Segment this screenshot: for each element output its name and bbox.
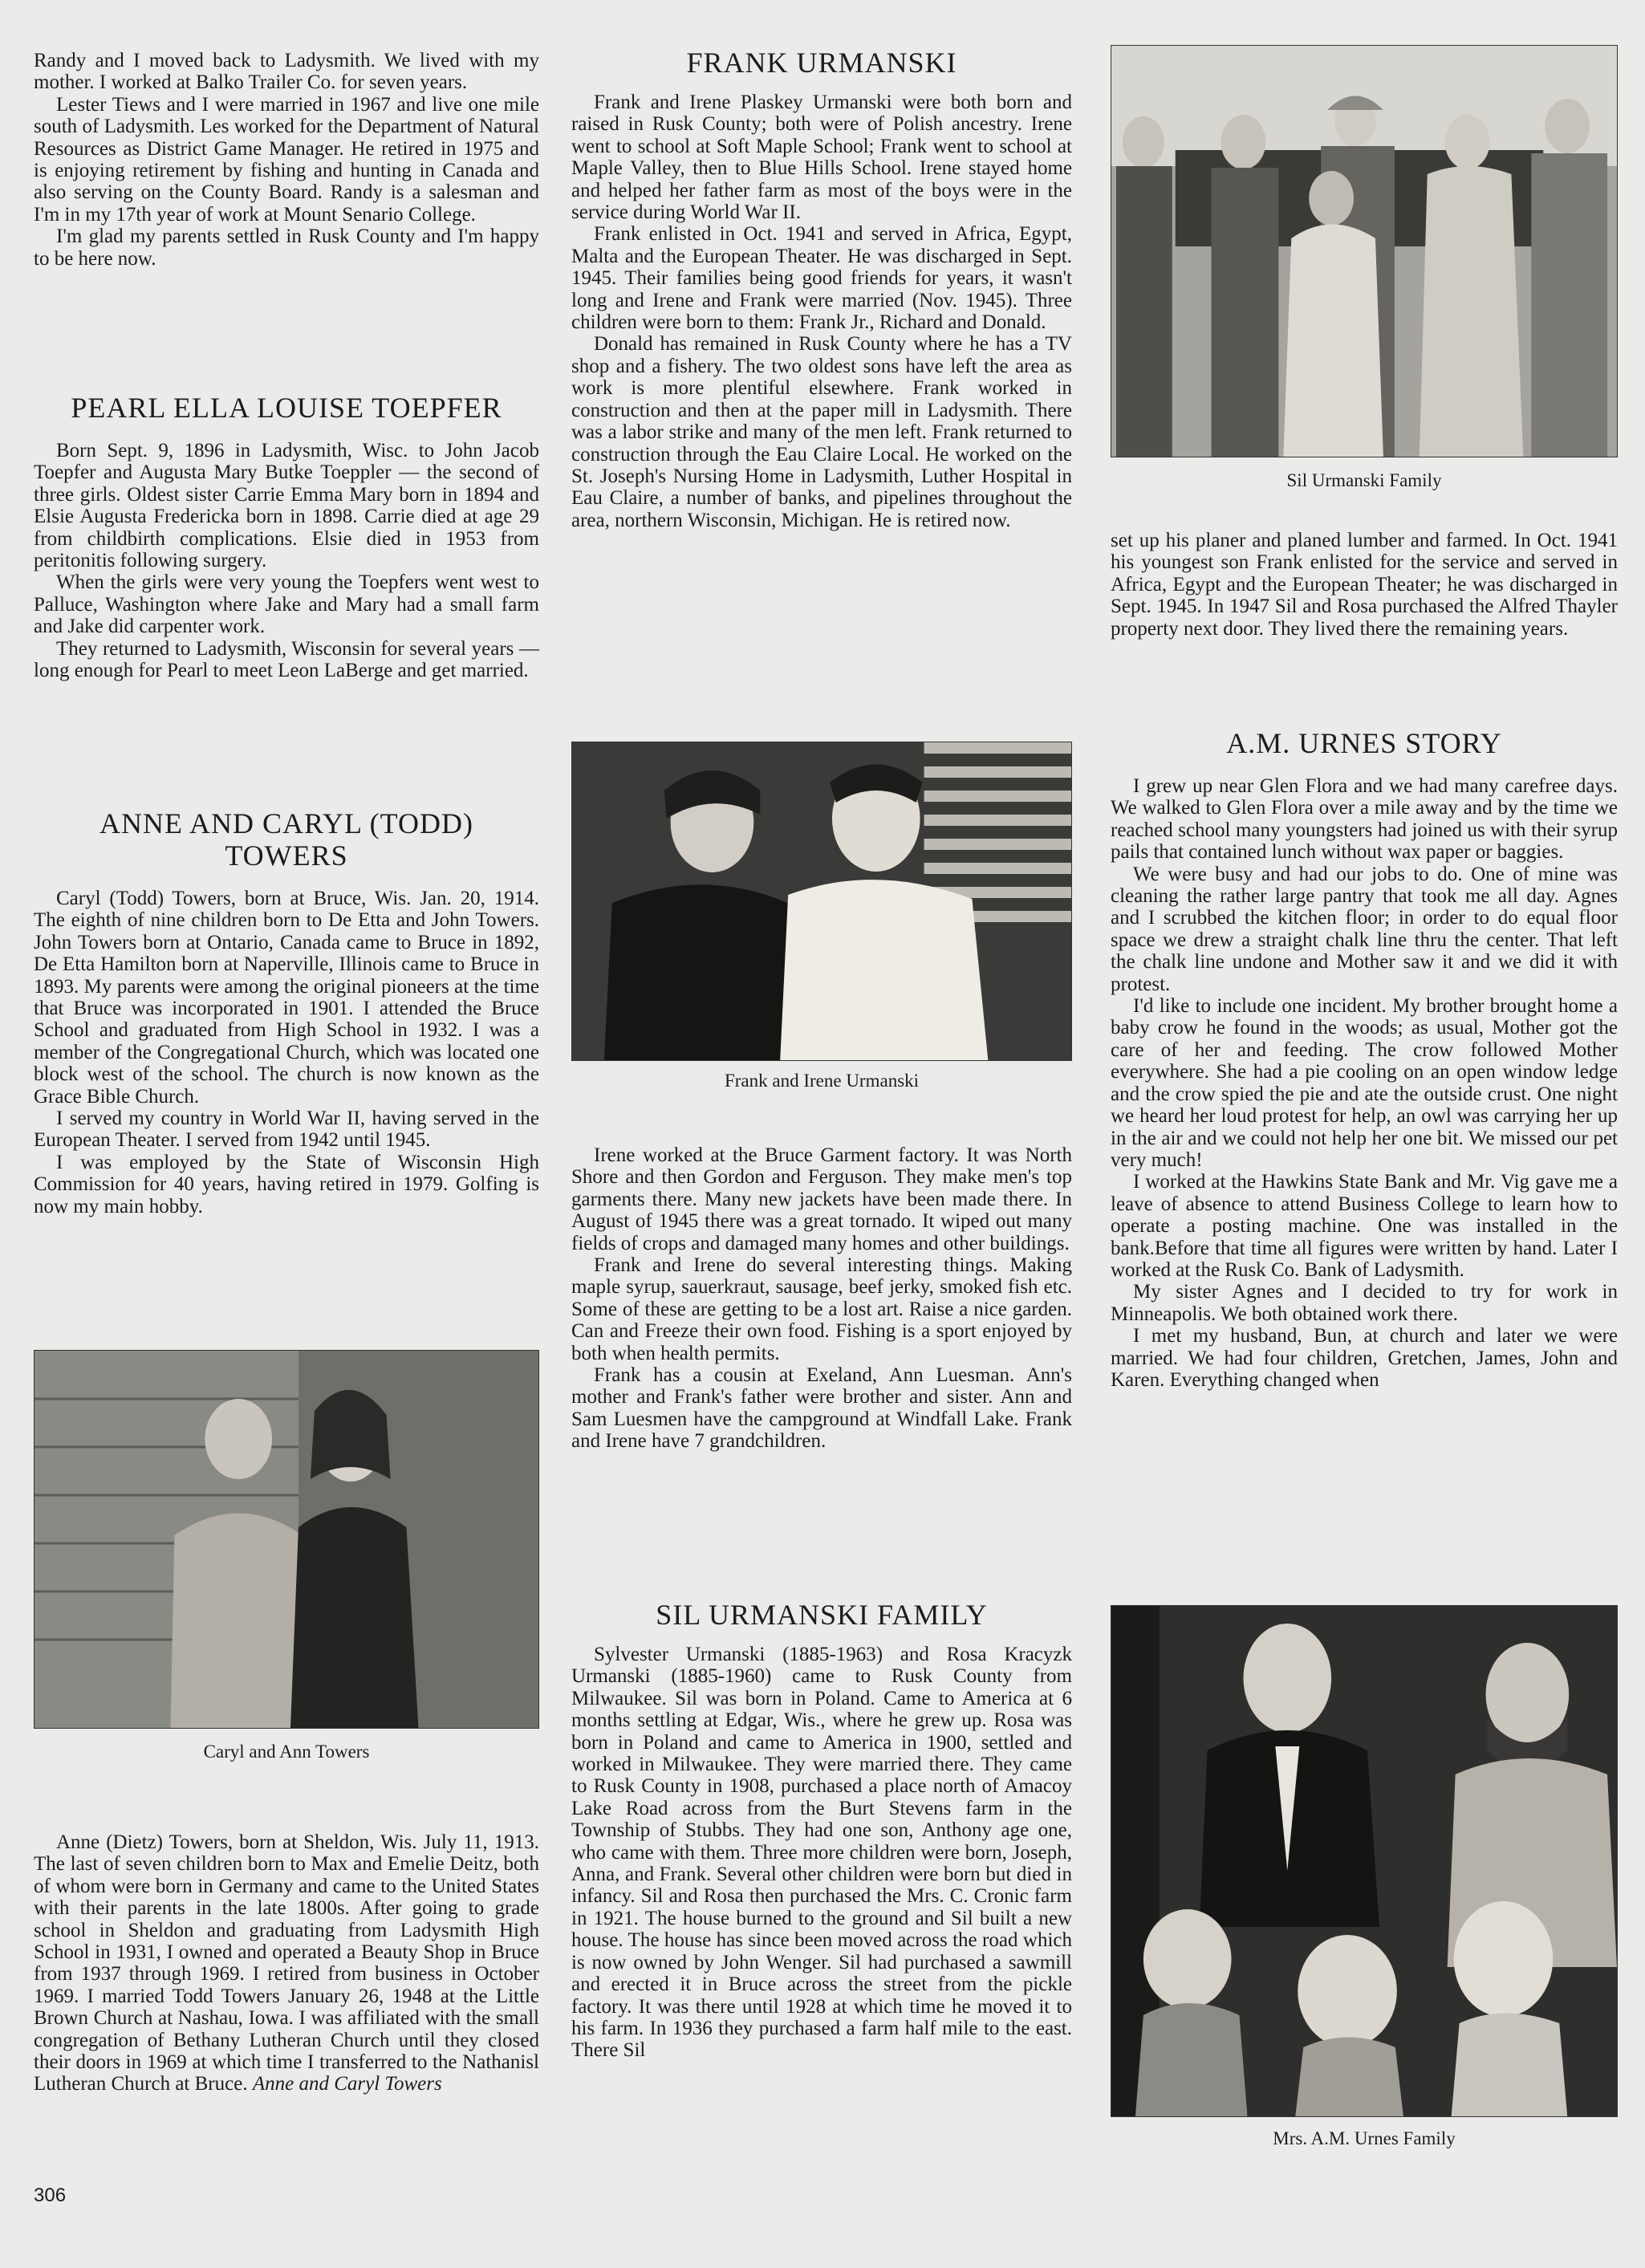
heading-frank-urmanski: FRANK URMANSKI	[686, 47, 957, 79]
sil-text	[571, 1644, 1072, 2062]
photo-caryl-ann-towers	[34, 1350, 539, 1729]
page-number: 306	[34, 2185, 67, 2206]
paragraph: My sister Agnes and I decided to try for work in Minneapolis. We both obtained work there.	[1111, 1281, 1618, 1325]
photo-placeholder-icon	[1111, 46, 1617, 457]
paragraph: I was employed by the State of Wisconsin High Commission for 40 years, having retired in 1979. Golfing is now my main hobby.	[34, 1151, 539, 1217]
heading-towers-line1: ANNE AND CARYL (TODD)	[100, 807, 473, 839]
paragraph: We were busy and had our jobs to do. One of mine was cleaning the rather large pantry that took me all day. Agnes and I scrubbed the kitchen floor; in order to do equal floor space we drew a straight chalk line thru the center. That left the chalk line undone and Mother saw it and we did it with protest.	[1111, 863, 1618, 995]
caption-towers: Caryl and Ann Towers	[203, 1742, 370, 1762]
photo-placeholder-icon	[572, 742, 1071, 1060]
signature: Anne and Caryl Towers	[252, 2073, 442, 2095]
intro-text	[34, 50, 539, 270]
paragraph	[34, 1831, 539, 2095]
paragraph: I served my country in World War II, having served in the European Theater. I served from 1942 until 1945.	[34, 1108, 539, 1152]
paragraph: Frank and Irene do several interesting things. Making maple syrup, sauerkraut, sausage, beef jerky, smoked fish etc. Some of these are getting to be a lost art. Raise a nice garden. Can and Freeze their own food. Fishing is a sport enjoyed by both when health permits.	[571, 1254, 1072, 1364]
paragraph: I grew up near Glen Flora and we had many carefree days. We walked to Glen Flora over a mile away and by the time we reached school many youngsters had joined us with their syrup pails that contained lunch without wax paper or baggies.	[1111, 775, 1618, 864]
photo-placeholder-icon	[35, 1351, 538, 1728]
photo-urnes-family	[1111, 1605, 1618, 2117]
paragraph: They returned to Ladysmith, Wisconsin for several years — long enough for Pearl to meet Leon LaBerge and get married.	[34, 637, 539, 682]
paragraph: When the girls were very young the Toepfers went west to Palluce, Washington where Jake and Mary had a small farm and Jake did carpenter work.	[34, 571, 539, 638]
paragraph: set up his planer and planed lumber and farmed. In Oct. 1941 his youngest son Frank enlisted for the service and served in Africa, Egypt and the European Theater; he was discharged in Sept. 1945. In 1947 Sil and Rosa purchased the Alfred Thayler property next door. They lived there the remaining years.	[1111, 530, 1618, 640]
paragraph: Lester Tiews and I were married in 1967 and live one mile south of Ladysmith. Les worked for the Department of Natural Resources as District Game Manager. He retired in 1975 and is enjoying retirement by fishing and hunting in Canada and also serving on the County Board. Randy is a salesman and I'm in my 17th year of work at Mount Senario College.	[34, 93, 539, 226]
paragraph: Born Sept. 9, 1896 in Ladysmith, Wisc. to John Jacob Toepfer and Augusta Mary Butke Toeppler — the second of three girls. Oldest sister Carrie Emma Mary born in 1894 and Elsie Augusta Fredericka born in 1898. Carrie died at age 29 from childbirth complications. Elsie died in 1953 from peritonitis following surgery.	[34, 440, 539, 572]
paragraph: Sylvester Urmanski (1885-1963) and Rosa Kracyzk Urmanski (1885-1960) came to Rusk County from Milwaukee. Sil was born in Poland. Came to America at 6 months settling at Edgar, Wis., where he grew up. Rosa was born in Poland and came to America in 1900, settled and worked in Milwaukee. They were married there. They came to Rusk County in 1908, purchased a place north of Amacoy Lake Road across from the Burt Stevens farm in the Township of Stubbs. They had one son, Anthony age one, who came with them. Three more children were born, Joseph, Anna, and Frank. Several other children were born but died in infancy. Sil and Rosa then purchased the Mrs. C. Cronic farm in 1921. The house burned to the ground and Sil built a new house. The house has since been moved across the road which is now owned by John Wenger. Sil had purchased a sawmill and erected it in Bruce across the street from the pickle factory. It was there until 1928 at which time he moved it to his farm. In 1936 they purchased a farm half mile to the east. There Sil	[571, 1644, 1072, 2062]
paragraph: I'm glad my parents settled in Rusk County and I'm happy to be here now.	[34, 226, 539, 270]
photo-frank-irene-urmanski	[571, 742, 1072, 1061]
photo-placeholder-icon	[1111, 1606, 1617, 2116]
sil-text-continued	[1111, 530, 1618, 640]
urmanski-text-continued	[571, 1144, 1072, 1453]
caption-frank-irene: Frank and Irene Urmanski	[724, 1071, 920, 1091]
paragraph: Donald has remained in Rusk County where he has a TV shop and a fishery. The two oldest sons have left the area as work is more plentiful elsewhere. Frank worked in construction and then at the paper mill in Ladysmith. There was a labor strike and many of the men left. Frank returned to construction through the Eau Claire Local. He worked on the St. Joseph's Nursing Home in Ladysmith, Luther Hospital in Eau Claire, a number of banks, and pipelines throughout the area, northern Wisconsin, Michigan. He is retired now.	[571, 333, 1072, 531]
paragraph: Frank enlisted in Oct. 1941 and served in Africa, Egypt, Malta and the European Theater. He was discharged in Sept. 1945. Their families being good friends for years, it wasn't long and Irene and Frank were married (Nov. 1945). Three children were born to them: Frank Jr., Richard and Donald.	[571, 223, 1072, 334]
toepfer-text	[34, 440, 539, 681]
urmanski-text	[571, 91, 1072, 531]
paragraph: I worked at the Hawkins State Bank and Mr. Vig gave me a leave of absence to attend Business College to learn how to operate a posting machine. One was installed in the bank.Before that time all figures were written by hand. Later I worked at the Rusk Co. Bank of Ladysmith.	[1111, 1171, 1618, 1281]
paragraph: Randy and I moved back to Ladysmith. We lived with my mother. I worked at Balko Trailer Co. for seven years.	[34, 50, 539, 94]
paragraph: Caryl (Todd) Towers, born at Bruce, Wis. Jan. 20, 1914. The eighth of nine children born to De Etta and John Towers. John Towers born at Ontario, Canada came to Bruce in 1892, De Etta Hamilton born at Naperville, Illinois came to Bruce in 1893. My parents were among the original pioneers at the time that Bruce was incorporated in 1901. I attended the Bruce School and graduated from High School in 1932. I was a member of the Congregational Church, which was located one block west of the school. The church is now known as the Grace Bible Church.	[34, 888, 539, 1108]
paragraph: Frank has a cousin at Exeland, Ann Luesman. Ann's mother and Frank's father were brother and sister. Ann and Sam Luesmen have the campground at Windfall Lake. Frank and Irene have 7 grandchildren.	[571, 1364, 1072, 1453]
heading-towers-line2: TOWERS	[225, 839, 348, 872]
anne-paragraph: Anne (Dietz) Towers, born at Sheldon, Wis. July 11, 1913. The last of seven children born to Max and Emelie Deitz, both of whom were born in Germany and came to the United States with their parents in the late 1800s. After going to grade school in Sheldon and graduating from Ladysmith High School in 1931, I owned and operated a Beauty Shop in Bruce from 1937 through 1969. I retired from business in October 1969. I married Todd Towers January 26, 1948 at the Little Brown Church at Nashau, Iowa. I was affiliated with the small congregation of Bethany Lutheran Church until they closed their doors in 1969 at which time I transferred to the Nathanisl Lutheran Church at Bruce.	[34, 1831, 539, 2095]
paragraph: Irene worked at the Bruce Garment factory. It was North Shore and then Gordon and Ferguson. They make men's top garments there. Many new jackets have been made there. In August of 1945 there was a great tornado. It wiped out many fields of crops and damaged many homes and other buildings.	[571, 1144, 1072, 1254]
photo-sil-urmanski-family	[1111, 45, 1618, 457]
caption-sil-family: Sil Urmanski Family	[1286, 470, 1442, 490]
heading-towers	[34, 807, 539, 872]
heading-sil-urmanski: SIL URMANSKI FAMILY	[656, 1599, 988, 1631]
anne-text	[34, 1831, 539, 2095]
paragraph: Frank and Irene Plaskey Urmanski were both born and raised in Rusk County; both were of Polish ancestry. Irene went to school at Soft Maple School; Frank went to school at Maple Valley, then to Blue Hills School. Irene stayed home and helped her father farm as most of the boys were in the service during World War II.	[571, 91, 1072, 224]
heading-toepfer: PEARL ELLA LOUISE TOEPFER	[71, 392, 502, 424]
heading-urnes-story: A.M. URNES STORY	[1226, 727, 1502, 759]
caption-urnes-family: Mrs. A.M. Urnes Family	[1273, 2128, 1456, 2148]
paragraph: I met my husband, Bun, at church and later we were married. We had four children, Gretchen, James, John and Karen. Everything changed when	[1111, 1325, 1618, 1391]
towers-text	[34, 888, 539, 1217]
paragraph: I'd like to include one incident. My brother brought home a baby crow he found in the woods; as usual, Mother got the care of her and feeding. The crow followed Mother everywhere. She had a pie cooling on an open window ledge and the crow spied the pie and ate the outside crust. One night we heard her loud protest for help, an owl was carrying her up in the air and we could not help her one bit. We missed our pet very much!	[1111, 995, 1618, 1171]
urnes-text	[1111, 775, 1618, 1391]
